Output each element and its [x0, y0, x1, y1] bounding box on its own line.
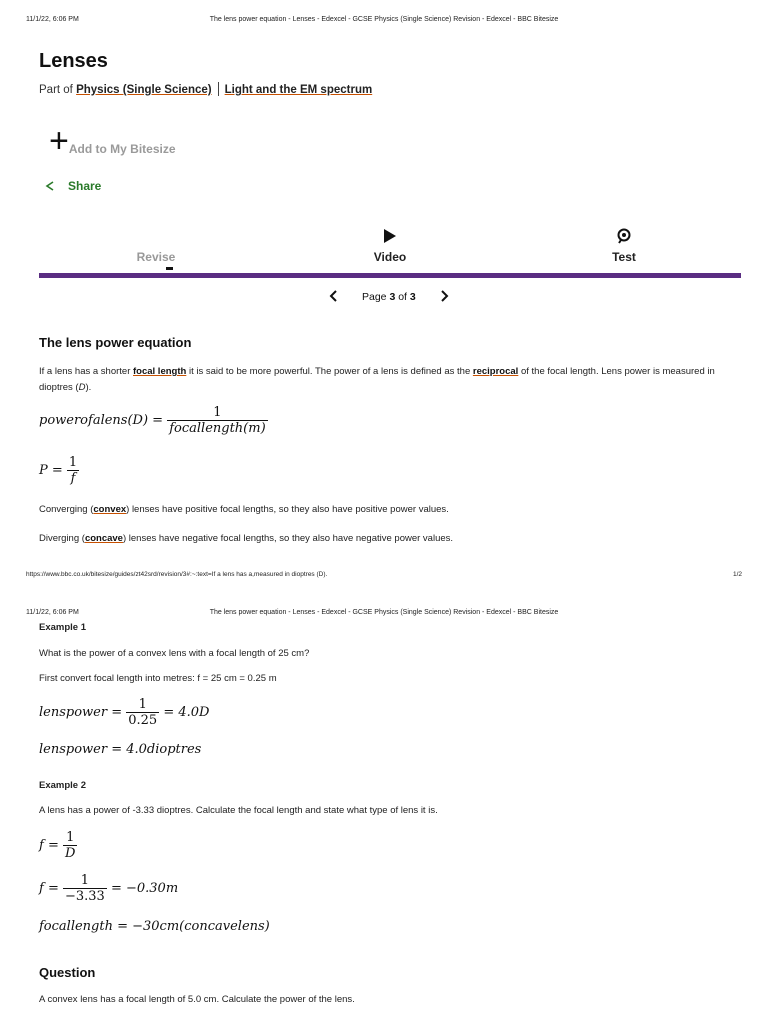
page-indicator	[362, 291, 416, 303]
chevron-left-icon	[328, 290, 338, 302]
eq-lhs: powerofalens(D) =	[39, 413, 164, 428]
intro-text-3: of the focal length. Lens power is measured in dioptres (	[39, 366, 715, 393]
question-text: A convex lens has a focal length of 5.0 cm. Calculate the power of the lens.	[39, 994, 355, 1005]
eq-denominator: focallength(m)	[169, 421, 266, 436]
share-button[interactable]	[44, 179, 101, 193]
breadcrumb	[39, 82, 372, 96]
play-icon	[383, 228, 397, 244]
diverging-text-2: ) lenses have negative focal lengths, so they also have negative power values.	[122, 533, 454, 544]
eq-fraction	[63, 830, 77, 861]
tab-revise[interactable]	[96, 250, 216, 264]
tab-underline-bar	[39, 273, 741, 278]
breadcrumb-divider	[218, 82, 219, 96]
eq-lhs: f =	[39, 838, 59, 853]
plus-icon: +	[49, 122, 69, 160]
intro-paragraph	[39, 364, 741, 396]
eq-fraction	[126, 697, 159, 728]
eq-numerator: 1	[213, 405, 222, 420]
convex-link[interactable]: convex	[93, 504, 127, 515]
part-of-label: Part of	[39, 84, 73, 96]
example-2-equation-2	[39, 873, 178, 904]
print-page-number: 1/2	[733, 571, 743, 578]
eq-fraction	[67, 455, 79, 486]
intro-text-2: it is said to be more powerful. The power of a lens is defined as the	[188, 366, 471, 377]
breadcrumb-link-subject[interactable]: Physics (Single Science)	[76, 84, 212, 96]
tab-test-label: Test	[612, 250, 636, 264]
converging-paragraph	[39, 502, 449, 518]
example-2-equation-1	[39, 830, 77, 861]
eq-lhs: f =	[39, 881, 59, 896]
chevron-right-icon	[440, 290, 450, 302]
eq-denominator: f	[70, 471, 76, 486]
diverging-text-1: Diverging (	[39, 533, 85, 544]
page-of: of	[398, 291, 407, 303]
example-1-heading: Example 1	[39, 622, 86, 633]
page-prefix: Page	[362, 291, 387, 303]
print-url: https://www.bbc.co.uk/bitesize/guides/zt42srd/revision/3#:~:text=If a lens has a,measured in dioptres (D).	[26, 571, 328, 578]
eq-denominator: −3.33	[64, 889, 105, 904]
eq-numerator: 1	[138, 697, 147, 712]
tab-test[interactable]	[564, 228, 684, 264]
eq-numerator: 1	[66, 830, 75, 845]
share-icon	[44, 180, 56, 192]
eq-numerator: 1	[80, 873, 90, 888]
reciprocal-link[interactable]: reciprocal	[472, 366, 519, 377]
equation-power-of-lens	[39, 405, 268, 436]
eq-rhs: = −0.30m	[110, 881, 179, 896]
example-1-question: What is the power of a convex lens with a focal length of 25 cm?	[39, 648, 310, 659]
share-label: Share	[68, 179, 102, 193]
tab-video[interactable]	[330, 228, 450, 264]
example-2-heading: Example 2	[39, 780, 86, 791]
print-title: The lens power equation - Lenses - Edexcel - GCSE Physics (Single Science) Revision - Edexcel - BBC Bitesize	[209, 16, 559, 23]
converging-text-2: ) lenses have positive focal lengths, so they also have positive power values.	[126, 504, 449, 515]
print-title-2: The lens power equation - Lenses - Edexcel - GCSE Physics (Single Science) Revision - Edexcel - BBC Bitesize	[209, 609, 559, 616]
eq-numerator: 1	[68, 455, 78, 470]
page-title: Lenses	[39, 50, 108, 72]
focal-length-link[interactable]: focal length	[133, 366, 187, 377]
eq-lhs: P =	[39, 463, 63, 478]
example-1-equation-2: lenspower = 4.0dioptres	[39, 742, 202, 757]
diverging-paragraph	[39, 531, 453, 547]
page-total: 3	[409, 291, 416, 303]
question-heading: Question	[39, 965, 96, 980]
print-date: 11/1/22, 6:06 PM	[26, 16, 79, 23]
converging-text-1: Converging (	[39, 504, 94, 515]
eq-rhs: = 4.0D	[163, 705, 210, 720]
section-heading: The lens power equation	[39, 335, 192, 350]
add-to-bitesize-label: Add to My Bitesize	[68, 142, 176, 156]
equation-p-equals	[39, 455, 79, 486]
concave-link[interactable]: concave	[84, 533, 123, 544]
print-date-2: 11/1/22, 6:06 PM	[26, 609, 79, 616]
dioptre-symbol: D	[78, 382, 86, 393]
example-1-equation-1	[39, 697, 209, 728]
eq-fraction	[167, 405, 267, 436]
quiz-icon	[616, 228, 632, 244]
example-1-step: First convert focal length into metres: f = 25 cm = 0.25 m	[39, 673, 277, 684]
intro-text-4: ).	[85, 382, 92, 393]
prev-page-button[interactable]	[328, 289, 338, 307]
example-2-equation-3: focallength = −30cm(concavelens)	[39, 919, 270, 934]
tab-revise-label: Revise	[136, 250, 176, 264]
example-2-question: A lens has a power of -3.33 dioptres. Calculate the focal length and state what type of lens it is.	[39, 805, 438, 816]
tab-video-label: Video	[373, 250, 407, 264]
intro-text-1: If a lens has a shorter	[39, 366, 131, 377]
eq-denominator: D	[64, 846, 76, 861]
eq-denominator: 0.25	[128, 713, 158, 728]
revise-marker-icon	[166, 267, 173, 270]
breadcrumb-link-topic[interactable]: Light and the EM spectrum	[224, 84, 373, 96]
add-to-bitesize-button[interactable]	[49, 124, 176, 158]
page-current: 3	[389, 291, 396, 303]
eq-fraction	[63, 873, 107, 904]
eq-lhs: lenspower =	[39, 705, 123, 720]
next-page-button[interactable]	[440, 289, 450, 307]
